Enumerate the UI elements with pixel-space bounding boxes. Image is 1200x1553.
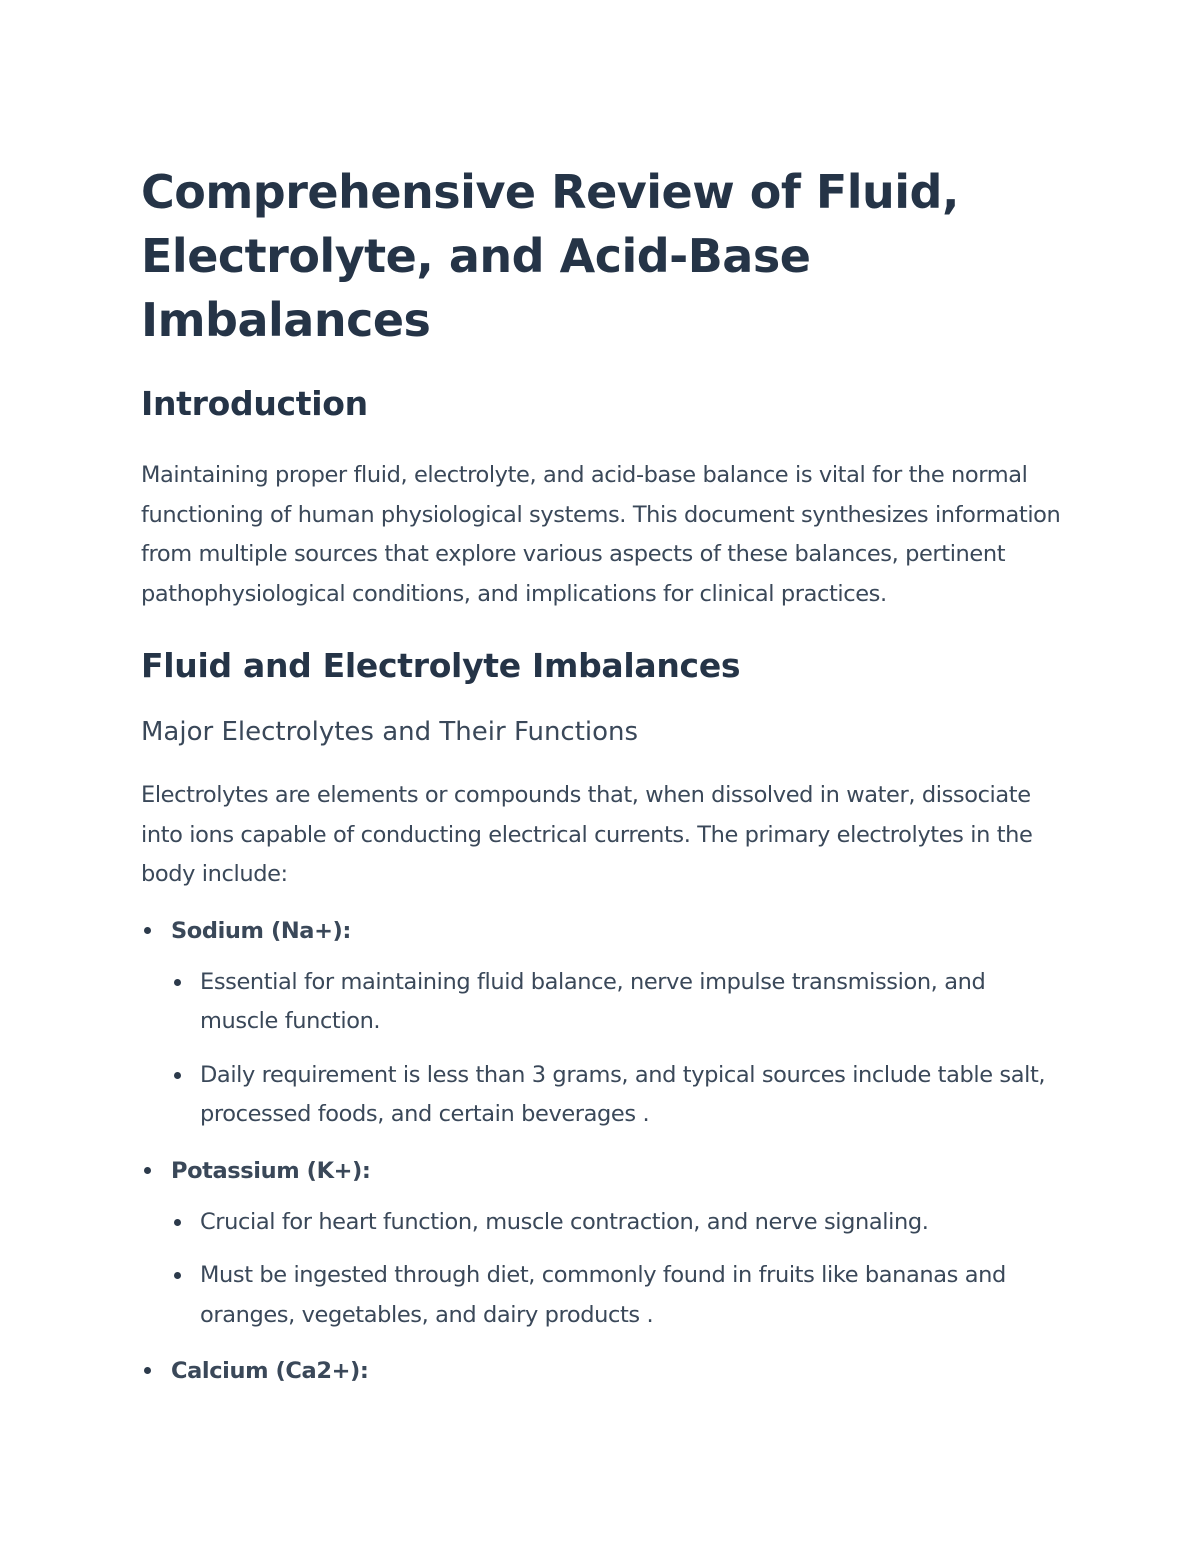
introduction-paragraph: Maintaining proper fluid, electrolyte, and acid-base balance is vital for the normal functioning of human physiological systems. This document synthesizes information from multiple sources that explore various aspects of these balances, pertinent pathophysiological conditions, and implications for clinical practices. xyxy=(141,462,1061,607)
electrolyte-label: Potassium (K+): xyxy=(171,1157,371,1184)
bullet-icon xyxy=(174,1272,181,1279)
list-item xyxy=(171,1203,1061,1243)
fluid-electrolyte-heading: Fluid and Electrolyte Imbalances xyxy=(141,646,741,685)
electrolyte-list xyxy=(141,911,1061,1392)
detail-text: Daily requirement is less than 3 grams, and typical sources include table salt, processed foods, and certain beverages . xyxy=(200,1061,1046,1127)
bullet-icon xyxy=(144,927,151,934)
bullet-icon xyxy=(144,1167,151,1174)
document-title: Comprehensive Review of Fluid, Electrolyte, and Acid-Base Imbalances xyxy=(141,165,959,347)
list-item-calcium xyxy=(141,1351,1061,1391)
potassium-details xyxy=(171,1203,1061,1336)
sodium-details xyxy=(171,963,1061,1135)
bullet-icon xyxy=(144,1367,151,1374)
list-item-potassium xyxy=(141,1151,1061,1336)
bullet-icon xyxy=(174,1219,181,1226)
detail-text: Must be ingested through diet, commonly found in fruits like bananas and oranges, vegetables, and dairy products . xyxy=(200,1262,1006,1328)
document-page xyxy=(141,160,1061,1391)
bullet-icon xyxy=(174,979,181,986)
list-item xyxy=(171,1056,1061,1135)
major-electrolytes-subheading: Major Electrolytes and Their Functions xyxy=(141,717,639,747)
list-item-sodium xyxy=(141,911,1061,1135)
introduction-heading: Introduction xyxy=(141,384,368,423)
bullet-icon xyxy=(174,1072,181,1079)
electrolytes-paragraph: Electrolytes are elements or compounds that, when dissolved in water, dissociate into ions capable of conducting electrical currents. The primary electrolytes in the body include: xyxy=(141,782,1033,887)
list-item xyxy=(171,1256,1061,1335)
electrolyte-label: Sodium (Na+): xyxy=(171,917,352,944)
electrolyte-label: Calcium (Ca2+): xyxy=(171,1358,369,1384)
detail-text: Crucial for heart function, muscle contraction, and nerve signaling. xyxy=(200,1208,929,1235)
list-item xyxy=(171,963,1061,1042)
detail-text: Essential for maintaining fluid balance, nerve impulse transmission, and muscle function. xyxy=(200,968,986,1034)
